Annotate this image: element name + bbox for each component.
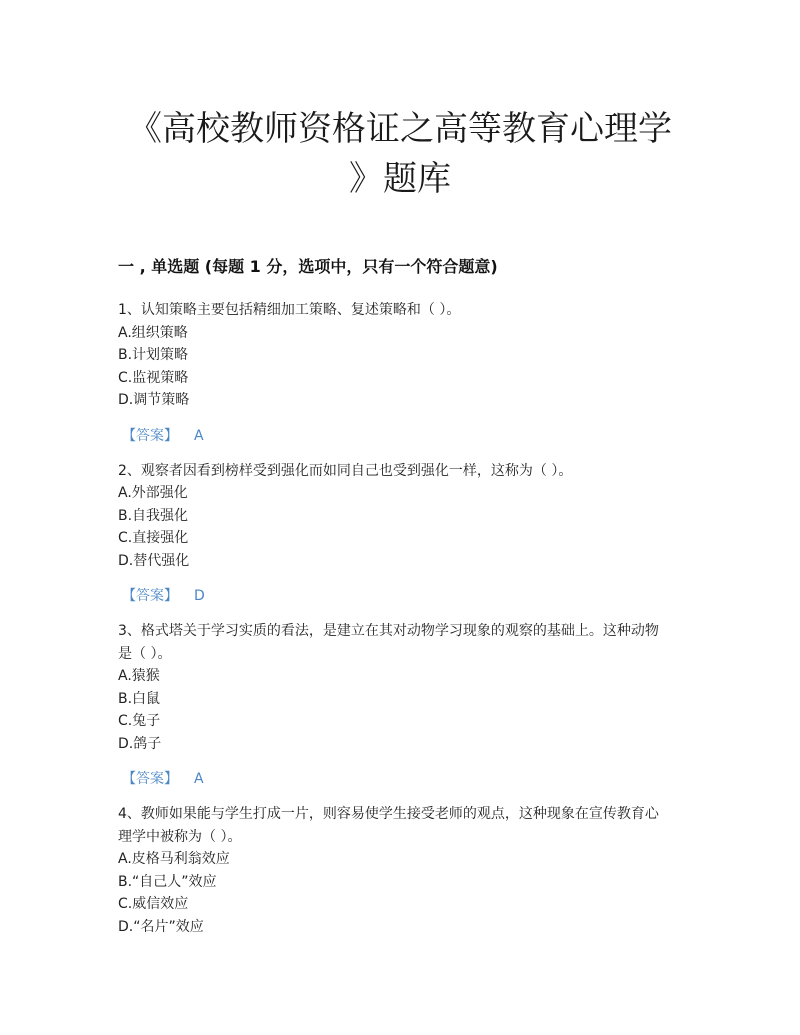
question-4 (118, 803, 682, 938)
question-stem: 1、认知策略主要包括精细加工策略、复述策略和（ ）。 (118, 302, 461, 318)
answer-value: A (194, 427, 204, 444)
question-stem: 3、格式塔关于学习实质的看法，是建立在其对动物学习现象的观察的基础上。这种动物 (118, 623, 659, 639)
section-heading: 一 , 单选题 (每题 1 分，选项中，只有一个符合题意) (118, 257, 498, 276)
option-d: D.替代强化 (118, 552, 190, 569)
option-c: C.监视策略 (118, 369, 189, 386)
question-2 (118, 460, 682, 608)
option-b: B.白鼠 (118, 690, 161, 707)
title-line-1: 《高校教师资格证之高等教育心理学 (128, 109, 672, 149)
option-a: A.外部强化 (118, 485, 188, 501)
answer-label: 【答案】 (122, 771, 178, 787)
option-d: D.调节策略 (118, 392, 190, 408)
question-stem: 4、教师如果能与学生打成一片，则容易使学生接受老师的观点，这种现象在宣传教育心 (118, 806, 659, 822)
question-1 (118, 299, 682, 447)
option-c: C.直接强化 (118, 530, 189, 546)
question-stem-continued: 理学中被称为（ ）。 (118, 828, 242, 845)
option-d: D.鸽子 (118, 735, 162, 752)
answer-line (118, 768, 682, 790)
answer-label: 【答案】 (122, 427, 178, 444)
option-a: A.皮格马利翁效应 (118, 851, 230, 867)
question-stem-continued: 是（ ）。 (118, 645, 172, 662)
answer-value: D (194, 588, 205, 604)
answer-value: A (194, 771, 204, 787)
option-d: D.“名片”效应 (118, 918, 204, 935)
option-a: A.猿猴 (118, 668, 160, 684)
question-3 (118, 620, 682, 790)
question-stem: 2、观察者因看到榜样受到强化而如同自己也受到强化一样，这称为（ ）。 (118, 462, 573, 479)
option-c: C.威信效应 (118, 896, 189, 912)
option-b: B.“自己人”效应 (118, 873, 217, 890)
option-a: A.组织策略 (118, 324, 188, 341)
option-c: C.兔子 (118, 713, 161, 729)
document-title (118, 0, 682, 204)
answer-line (118, 585, 682, 607)
option-b: B.计划策略 (118, 347, 189, 363)
title-line-2: 》题库 (349, 159, 451, 199)
answer-line (118, 425, 682, 447)
answer-label: 【答案】 (122, 588, 178, 604)
option-b: B.自我强化 (118, 507, 189, 524)
